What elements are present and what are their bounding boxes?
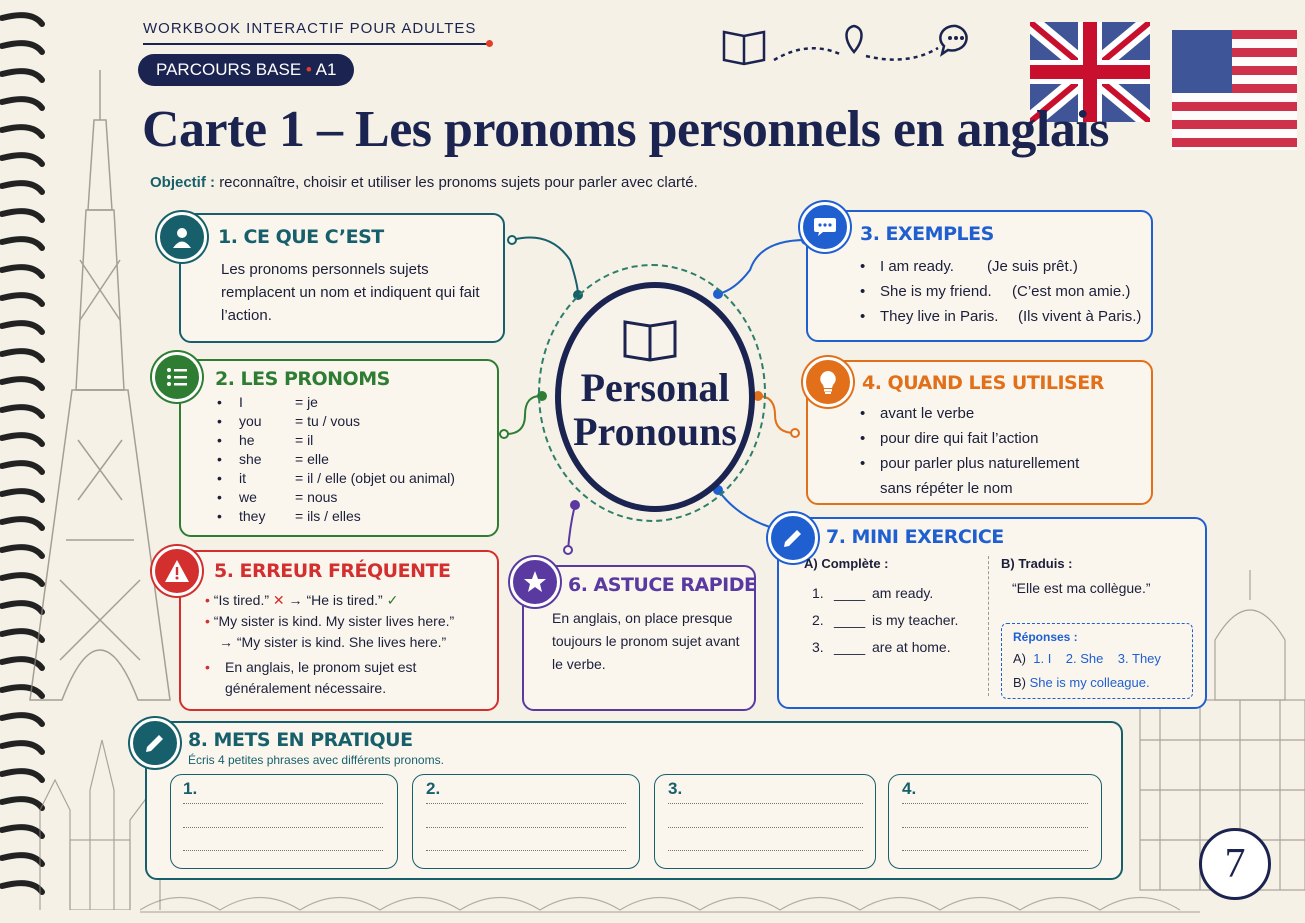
example-fr: (Ils vivent à Paris.) — [1018, 308, 1142, 325]
writing-line — [183, 803, 383, 804]
card-practice-subtitle: Écris 4 petites phrases avec différents pronoms. — [188, 753, 444, 767]
example-en: They live in Paris. — [880, 308, 999, 325]
when-item: • pour dire qui fait l’action — [858, 426, 1079, 451]
page-number: 7 — [1199, 828, 1271, 900]
exercise-num: 2. — [812, 612, 824, 628]
exercise-a-item — [812, 580, 958, 607]
practice-box-2[interactable] — [412, 774, 640, 869]
arrow-icon: → — [288, 592, 303, 608]
practice-box-number: 3. — [668, 779, 683, 798]
error-content — [205, 590, 490, 699]
pronoun-en: they — [239, 508, 266, 524]
warning-icon — [152, 546, 202, 596]
examples-list — [858, 254, 1141, 329]
example-fr: (C’est mon amie.) — [1012, 283, 1131, 300]
workbook-eyebrow: WORKBOOK INTERACTIF POUR ADULTES — [143, 20, 477, 37]
open-book-icon — [621, 316, 679, 362]
pronoun-row: • they = ils / elles — [217, 508, 361, 524]
exercise-text: is my teacher. — [872, 612, 959, 628]
bridge-illustration — [140, 880, 1200, 920]
error-example-2: • “My sister is kind. My sister lives here.” — [205, 613, 455, 629]
objective — [150, 174, 698, 191]
pronoun-en: I — [239, 394, 243, 410]
answers-b-text: She is my colleague. — [1029, 675, 1150, 690]
example-item — [858, 254, 1141, 279]
pronoun-fr: = ils / elles — [295, 508, 361, 524]
pronoun-fr: = il — [295, 432, 314, 448]
pronoun-table — [217, 393, 487, 526]
exercise-text: are at home. — [872, 639, 951, 655]
exercise-a-list — [812, 580, 958, 661]
pronoun-en: she — [239, 451, 262, 467]
writing-line — [426, 827, 626, 828]
when-list — [858, 401, 1079, 501]
pronoun-fr: = nous — [295, 489, 338, 505]
objective-label: Objectif : — [150, 174, 216, 191]
error-note: • En anglais, le pronom sujet est généralement nécessaire. — [205, 657, 490, 699]
pronoun-fr: = elle — [295, 451, 329, 467]
journey-icons — [718, 20, 978, 70]
eyebrow-dot — [486, 40, 493, 47]
exercise-num: 3. — [812, 639, 824, 655]
card-mini-exercise-title: 7. MINI EXERCICE — [826, 526, 1004, 548]
exercise-b-sentence: “Elle est ma collègue.” — [1012, 580, 1151, 596]
writing-line — [902, 850, 1088, 851]
writing-line — [426, 850, 626, 851]
list-icon — [152, 352, 202, 402]
answers-label: Réponses : — [1013, 630, 1078, 644]
example-item — [858, 279, 1141, 304]
when-item: • pour parler plus naturellement — [858, 451, 1079, 476]
exercise-a-label: A) Complète : — [804, 556, 889, 571]
level-pill-text: PARCOURS BASE — [156, 60, 302, 79]
card-common-error-title: 5. ERREUR FRÉQUENTE — [214, 560, 451, 582]
answers-b-prefix: B) — [1013, 675, 1026, 690]
writing-line — [668, 827, 863, 828]
exercise-a-item — [812, 607, 958, 634]
writing-line — [183, 850, 383, 851]
card-pronouns-title: 2. LES PRONOMS — [215, 368, 390, 390]
cross-icon: ✕ — [272, 592, 285, 608]
objective-text: reconnaître, choisir et utiliser les pronoms sujets pour parler avec clarté. — [219, 174, 698, 191]
answers-b — [1013, 675, 1150, 690]
chat-bubble-icon — [940, 26, 966, 54]
when-item-continuation: sans répéter le nom — [880, 480, 1013, 497]
eiffel-tower-illustration — [20, 60, 180, 780]
speech-bubble-icon — [800, 202, 850, 252]
answers-a-prefix: A) — [1013, 651, 1026, 666]
practice-box-1[interactable] — [170, 774, 398, 869]
center-label-line1: Personal — [580, 365, 730, 410]
writing-line — [902, 827, 1088, 828]
user-icon — [157, 212, 207, 262]
exercise-b-label: B) Traduis : — [1001, 556, 1073, 571]
card-quick-tip-text: En anglais, on place presque toujours le pronom sujet avant le verbe. — [552, 610, 740, 672]
when-item: • avant le verbe — [858, 401, 1079, 426]
pronoun-en: it — [239, 470, 246, 486]
lightbulb-icon — [803, 357, 853, 407]
example-en: She is my friend. — [880, 283, 992, 300]
eyebrow-underline — [143, 43, 489, 45]
page-title: Carte 1 – Les pronoms personnels en anglais — [142, 101, 1110, 158]
writing-line — [668, 803, 863, 804]
pronoun-fr: = tu / vous — [295, 413, 360, 429]
practice-box-4[interactable] — [888, 774, 1102, 869]
level-pill — [138, 54, 354, 86]
level-pill-dot: • — [305, 60, 312, 79]
pronoun-en: he — [239, 432, 255, 448]
practice-box-3[interactable] — [654, 774, 876, 869]
card-what-it-is-title: 1. CE QUE C’EST — [218, 226, 384, 248]
error-example-2-right: → “My sister is kind. She lives here.” — [219, 634, 447, 650]
exercise-a-item — [812, 634, 958, 661]
pencil-icon — [130, 718, 180, 768]
practice-box-number: 1. — [183, 779, 198, 798]
card-when-to-use-title: 4. QUAND LES UTILISER — [862, 372, 1104, 394]
pronoun-row: • we = nous — [217, 489, 338, 505]
practice-box-number: 4. — [902, 779, 917, 798]
exercise-blank[interactable]: ____ — [834, 585, 866, 601]
writing-line — [426, 803, 626, 804]
center-label-line2: Pronouns — [573, 409, 737, 454]
card-what-it-is-text: Les pronoms personnels sujets remplacent un nom et indiquent qui fait l’action. — [221, 261, 480, 324]
pronoun-row: • I = je — [217, 394, 318, 410]
exercise-blank[interactable]: ____ — [834, 639, 866, 655]
example-fr: (Je suis prêt.) — [987, 258, 1078, 275]
location-pin-icon — [847, 26, 862, 52]
pronoun-row: • it = il / elle (objet ou animal) — [217, 470, 455, 486]
pronoun-en: you — [239, 413, 262, 429]
answers-a — [1013, 651, 1161, 666]
card-practice-title: 8. METS EN PRATIQUE — [188, 729, 413, 751]
pronoun-row: • he = il — [217, 432, 314, 448]
pronoun-fr: = je — [295, 394, 318, 410]
error-example-2-wrong: “My sister is kind. My sister lives here.” — [213, 613, 455, 629]
error-note-text: En anglais, le pronom sujet est généralement nécessaire. — [225, 659, 417, 696]
card-quick-tip-title: 6. ASTUCE RAPIDE — [568, 574, 757, 596]
error-right: “He is tired.” — [306, 592, 383, 608]
writing-line — [902, 803, 1088, 804]
error-wrong: “Is tired.” — [213, 592, 270, 608]
pronoun-en: we — [239, 489, 257, 505]
check-icon: ✓ — [386, 592, 399, 608]
center-label — [555, 366, 755, 454]
example-item — [858, 304, 1141, 329]
writing-line — [183, 827, 383, 828]
card-examples-title: 3. EXEMPLES — [860, 223, 994, 245]
exercise-num: 1. — [812, 585, 824, 601]
book-icon — [724, 32, 764, 64]
star-icon — [510, 557, 560, 607]
pronoun-row: • she = elle — [217, 451, 329, 467]
error-example-1: • “Is tired.” ✕ → “He is tired.” ✓ — [205, 592, 399, 608]
example-en: I am ready. — [880, 258, 954, 275]
level-pill-level: A1 — [315, 60, 337, 79]
pronoun-fr: = il / elle (objet ou animal) — [295, 470, 455, 486]
pronoun-row: • you = tu / vous — [217, 413, 360, 429]
practice-box-number: 2. — [426, 779, 441, 798]
exercise-blank[interactable]: ____ — [834, 612, 866, 628]
exercise-text: am ready. — [872, 585, 934, 601]
answers-a-text: 1. I 2. She 3. They — [1033, 651, 1161, 666]
us-flag-icon — [1172, 30, 1297, 150]
exercise-divider — [988, 556, 989, 696]
writing-line — [668, 850, 863, 851]
